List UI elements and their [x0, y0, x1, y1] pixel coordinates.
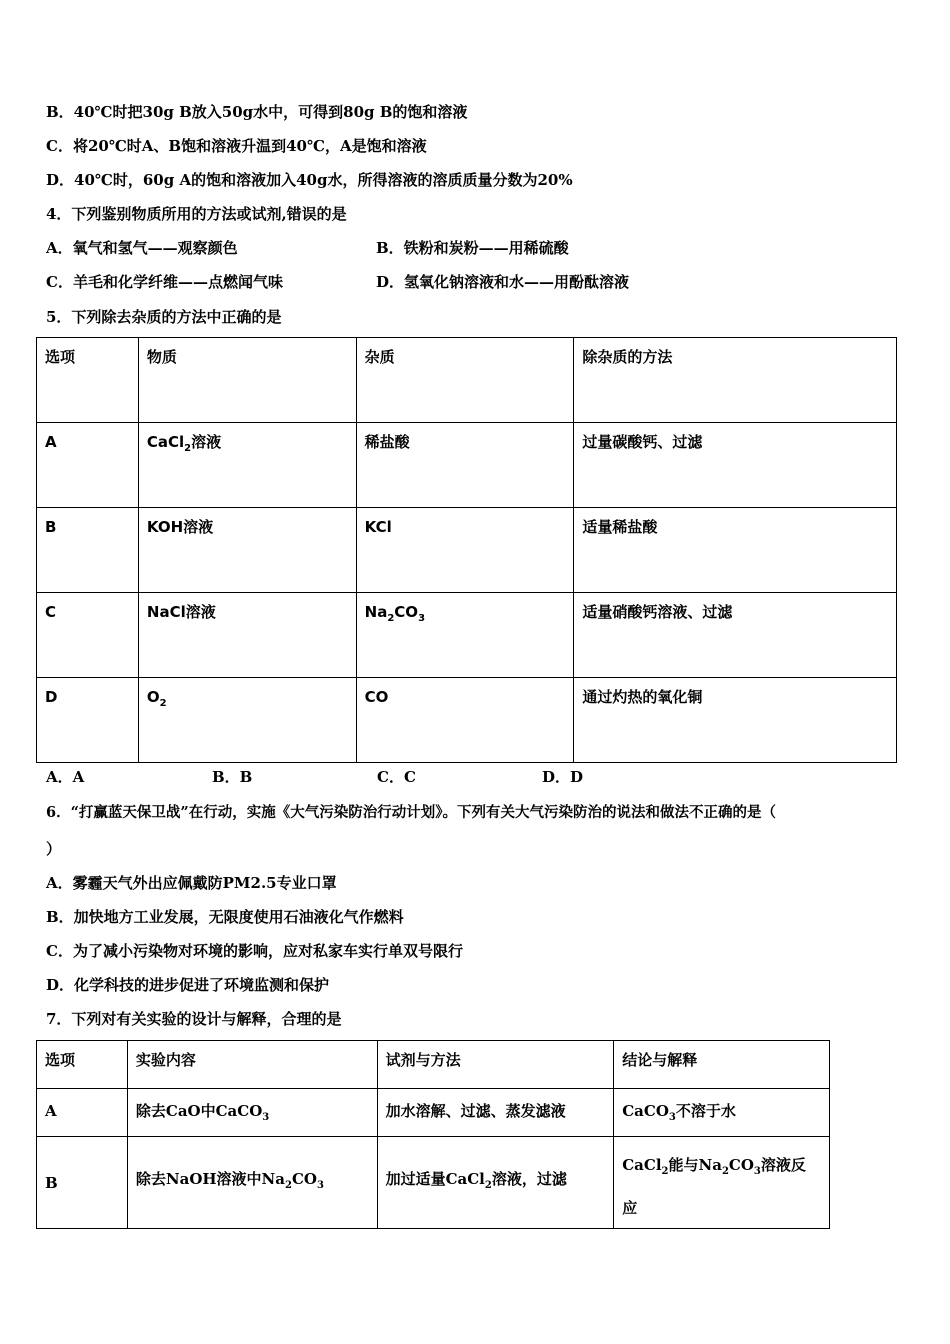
q4-option-b: B．铁粉和炭粉——用稀硫酸 — [376, 239, 569, 257]
q7-header-method: 试剂与方法 — [385, 1051, 461, 1069]
table-row — [37, 1137, 830, 1229]
q6-stem: 6．“打赢蓝天保卫战”在行动，实施《大气污染防治行动计划》。下列有关大气污染防治的说法和做法不正确的是（ — [46, 804, 777, 821]
q5-header-impurity: 杂质 — [364, 348, 395, 366]
option-line-b: B．40℃时把30g B放入50g水中，可得到80g B的饱和溶液 — [46, 103, 468, 121]
row-method: 加水溶解、过滤、蒸发滤液 — [385, 1102, 566, 1120]
q6-stem-end: ） — [46, 840, 62, 858]
row-option: B — [45, 518, 57, 536]
row-method: 适量稀盐酸 — [582, 518, 658, 536]
q7-header-conclusion: 结论与解释 — [622, 1051, 698, 1069]
row-substance: KOH溶液 — [146, 518, 214, 536]
row-impurity: $Na_2CO_3$ — [364, 603, 426, 624]
q5-stem: 5．下列除去杂质的方法中正确的是 — [46, 308, 282, 326]
q7-stem: 7．下列对有关实验的设计与解释，合理的是 — [46, 1010, 342, 1028]
row-content: 除去CaO中CaCO$_3$ — [135, 1102, 270, 1123]
q4-option-d: D．氢氧化钠溶液和水——用酚酞溶液 — [376, 273, 630, 291]
table-row — [37, 593, 897, 678]
option-line-d: D．40℃时，60g A的饱和溶液加入40g水，所得溶液的溶质质量分数为20% — [46, 171, 573, 189]
row-option: C — [45, 603, 57, 621]
row-impurity: KCl — [364, 518, 392, 536]
row-option: A — [45, 433, 57, 451]
row-method: 通过灼热的氧化铜 — [582, 688, 703, 706]
q4-stem: 4．下列鉴别物质所用的方法或试剂,错误的是 — [46, 205, 347, 223]
q7-header-content: 实验内容 — [135, 1051, 196, 1069]
row-method: 适量硝酸钙溶液、过滤 — [582, 603, 733, 621]
q5-answer-d: D．D — [542, 768, 584, 786]
q5-header-row — [37, 338, 897, 423]
row-option: B — [45, 1173, 58, 1192]
q6-option-b: B．加快地方工业发展，无限度使用石油液化气作燃料 — [46, 908, 404, 926]
row-conclusion: CaCO$_3$不溶于水 — [622, 1102, 736, 1123]
q6-option-d: D．化学科技的进步促进了环境监测和保护 — [46, 976, 330, 994]
table-row — [37, 1089, 830, 1137]
q7-table — [36, 1040, 830, 1229]
q5-answer-a: A．A — [46, 768, 85, 786]
q4-option-a: A．氧气和氢气——观察颜色 — [46, 239, 238, 257]
q7-header-row — [37, 1041, 830, 1089]
row-substance: NaCl溶液 — [146, 603, 216, 621]
q5-answer-b: B．B — [212, 768, 253, 786]
row-option: A — [45, 1102, 57, 1120]
table-row — [37, 508, 897, 593]
row-content: 除去NaOH溶液中$Na_2CO_3$ — [135, 1170, 324, 1191]
row-substance: $O_2$ — [146, 688, 167, 709]
option-line-c: C．将20℃时A、B饱和溶液升温到40℃，A是饱和溶液 — [46, 137, 427, 155]
table-row — [37, 678, 897, 763]
q5-header-method: 除杂质的方法 — [582, 348, 673, 366]
row-impurity: CO — [364, 688, 389, 706]
q6-option-c: C．为了减小污染物对环境的影响，应对私家车实行单双号限行 — [46, 942, 463, 960]
row-substance: CaCl$_2$溶液 — [146, 433, 222, 454]
row-method: 过量碳酸钙、过滤 — [582, 433, 703, 451]
q5-table — [36, 337, 897, 763]
row-method: 加过适量CaCl$_2$溶液，过滤 — [385, 1170, 567, 1191]
row-impurity: 稀盐酸 — [364, 433, 410, 451]
q5-answer-c: C．C — [377, 768, 416, 786]
q7-header-option: 选项 — [45, 1051, 76, 1069]
q5-header-substance: 物质 — [146, 348, 177, 366]
q4-option-c: C．羊毛和化学纤维——点燃闻气味 — [46, 273, 283, 291]
row-conclusion: CaCl$_2$能与$Na_2CO_3$溶液反 应 — [622, 1156, 806, 1217]
q5-header-option: 选项 — [45, 348, 76, 366]
table-row — [37, 423, 897, 508]
q6-option-a: A．雾霾天气外出应佩戴防PM2.5专业口罩 — [46, 874, 337, 892]
row-option: D — [45, 688, 58, 706]
